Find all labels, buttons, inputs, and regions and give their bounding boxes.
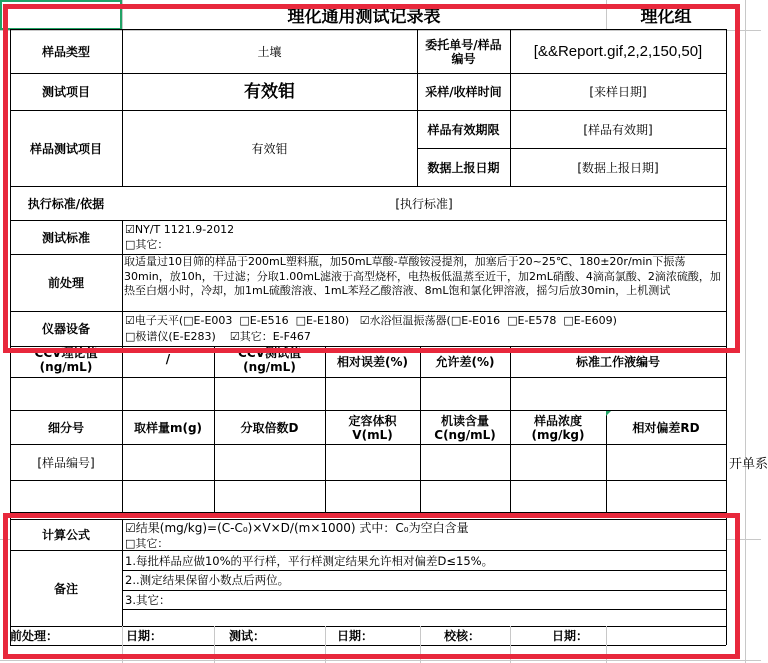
relative-deviation-header: 相对偏差RD: [632, 420, 700, 435]
report-date-value[interactable]: [数据上报日期]: [577, 160, 659, 175]
relative-error-header: 相对误差(%): [337, 354, 408, 369]
footer-review-label: 校核：: [444, 629, 481, 643]
instruments-line-1[interactable]: ☑电子天平(□E-E003 □E-E516 □E-E180) ☑水浴恒温振荡器(□E-E016 □E-E578 □E-E609): [125, 314, 617, 327]
sampling-time-label: 采样/收样时间: [425, 85, 502, 99]
footer-test-label: 测试：: [229, 629, 266, 643]
sample-number-cell[interactable]: [样品编号]: [37, 455, 95, 470]
sample-type-value[interactable]: 土壤: [257, 44, 282, 59]
test-standard-label: 测试标准: [41, 230, 90, 245]
test-standard-option-ny[interactable]: ☑NY/T 1121.9-2012: [125, 223, 235, 236]
valid-period-label: 样品有效期限: [427, 122, 500, 137]
standard-basis-label: 执行标准/依据: [27, 196, 105, 211]
sample-type-label: 样品类型: [41, 44, 90, 59]
test-item-value[interactable]: 有效钼: [244, 82, 295, 102]
sample-test-item-value[interactable]: 有效钼: [251, 141, 288, 156]
notes-label: 备注: [53, 581, 78, 596]
highlight-box-top: [3, 4, 740, 353]
test-standard-option-other[interactable]: □其它：: [125, 238, 169, 251]
footer-date-1-label: 日期：: [126, 629, 163, 643]
note-item-2[interactable]: 2..测定结果保留小数点后两位。: [125, 573, 290, 587]
highlight-box-bottom: [3, 513, 740, 659]
calc-formula-label: 计算公式: [41, 528, 90, 542]
footer-pretreatment-label: 前处理：: [10, 629, 59, 643]
pretreatment-label: 前处理: [47, 276, 84, 290]
ccv-theory-value[interactable]: /: [165, 352, 171, 366]
order-no-label: 委托单号/样品编号: [425, 37, 502, 66]
group-name: 理化组: [640, 7, 692, 27]
instruments-label: 仪器设备: [41, 322, 90, 336]
standard-basis-value[interactable]: [执行标准]: [395, 196, 453, 211]
sampling-time-value[interactable]: [来样日期]: [589, 85, 647, 99]
comment-indicator: [606, 411, 611, 416]
report-date-label: 数据上报日期: [427, 160, 500, 175]
instruments-line-2[interactable]: □极谱仪(E-E283) ☑其它：E-F467: [125, 330, 311, 343]
dilution-factor-header: 分取倍数D: [240, 420, 299, 435]
calc-formula-other[interactable]: □其它：: [125, 537, 169, 550]
ccv-test-header: CCV测试值(ng/mL): [238, 346, 301, 374]
sample-test-item-label: 样品测试项目: [29, 141, 102, 156]
calc-formula-text[interactable]: ☑结果(mg/kg)=(C-C₀)×V×D/(m×1000) 式中：C₀为空白含量: [125, 521, 469, 535]
standard-solution-header: 标准工作液编号: [575, 354, 660, 369]
machine-reading-header: 机读含量C(ng/mL): [434, 413, 496, 442]
sample-mass-header: 取样量m(g): [133, 420, 203, 435]
note-item-3[interactable]: 3.其它：: [125, 593, 171, 607]
order-no-value[interactable]: [&&Report.gif,2,2,150,50]: [533, 42, 703, 60]
subdivision-header: 细分号: [47, 420, 84, 435]
footer-date-2-label: 日期：: [337, 629, 374, 643]
volume-header: 定容体积V(mL): [348, 413, 397, 442]
footer-date-3-label: 日期：: [552, 629, 589, 643]
note-item-1[interactable]: 1.每批样品应做10%的平行样，平行样测定结果允许相对偏差D≤15%。: [125, 554, 494, 568]
sample-concentration-header: 样品浓度(mg/kg): [531, 413, 585, 442]
side-note: 开单系: [729, 457, 768, 472]
allowed-diff-header: 允许差(%): [435, 354, 495, 369]
ccv-theory-header: CCV理论值(ng/mL): [34, 346, 98, 374]
test-item-label: 测试项目: [41, 85, 90, 99]
sheet-title: 理化通用测试记录表: [287, 7, 441, 27]
pretreatment-text[interactable]: 取适量过10目筛的样品于200mL塑料瓶，加50mL草酸-草酸铵浸提剂，加塞后于20~25℃、180±20r/min下振荡30min，放10h，干过滤；分取1.00mL滤液于高型烧杯，电热板低温蒸至近干，加2mL硝酸、4滴高氯酸、2滴浓硫酸，加热至白烟小时，冷却，加1mL硫酸溶液、1mL苯羟乙酸溶液、8mL饱和氯化钾溶液，摇匀后放30min，上机测试: [124, 255, 721, 297]
valid-period-value[interactable]: [样品有效期]: [583, 122, 653, 137]
